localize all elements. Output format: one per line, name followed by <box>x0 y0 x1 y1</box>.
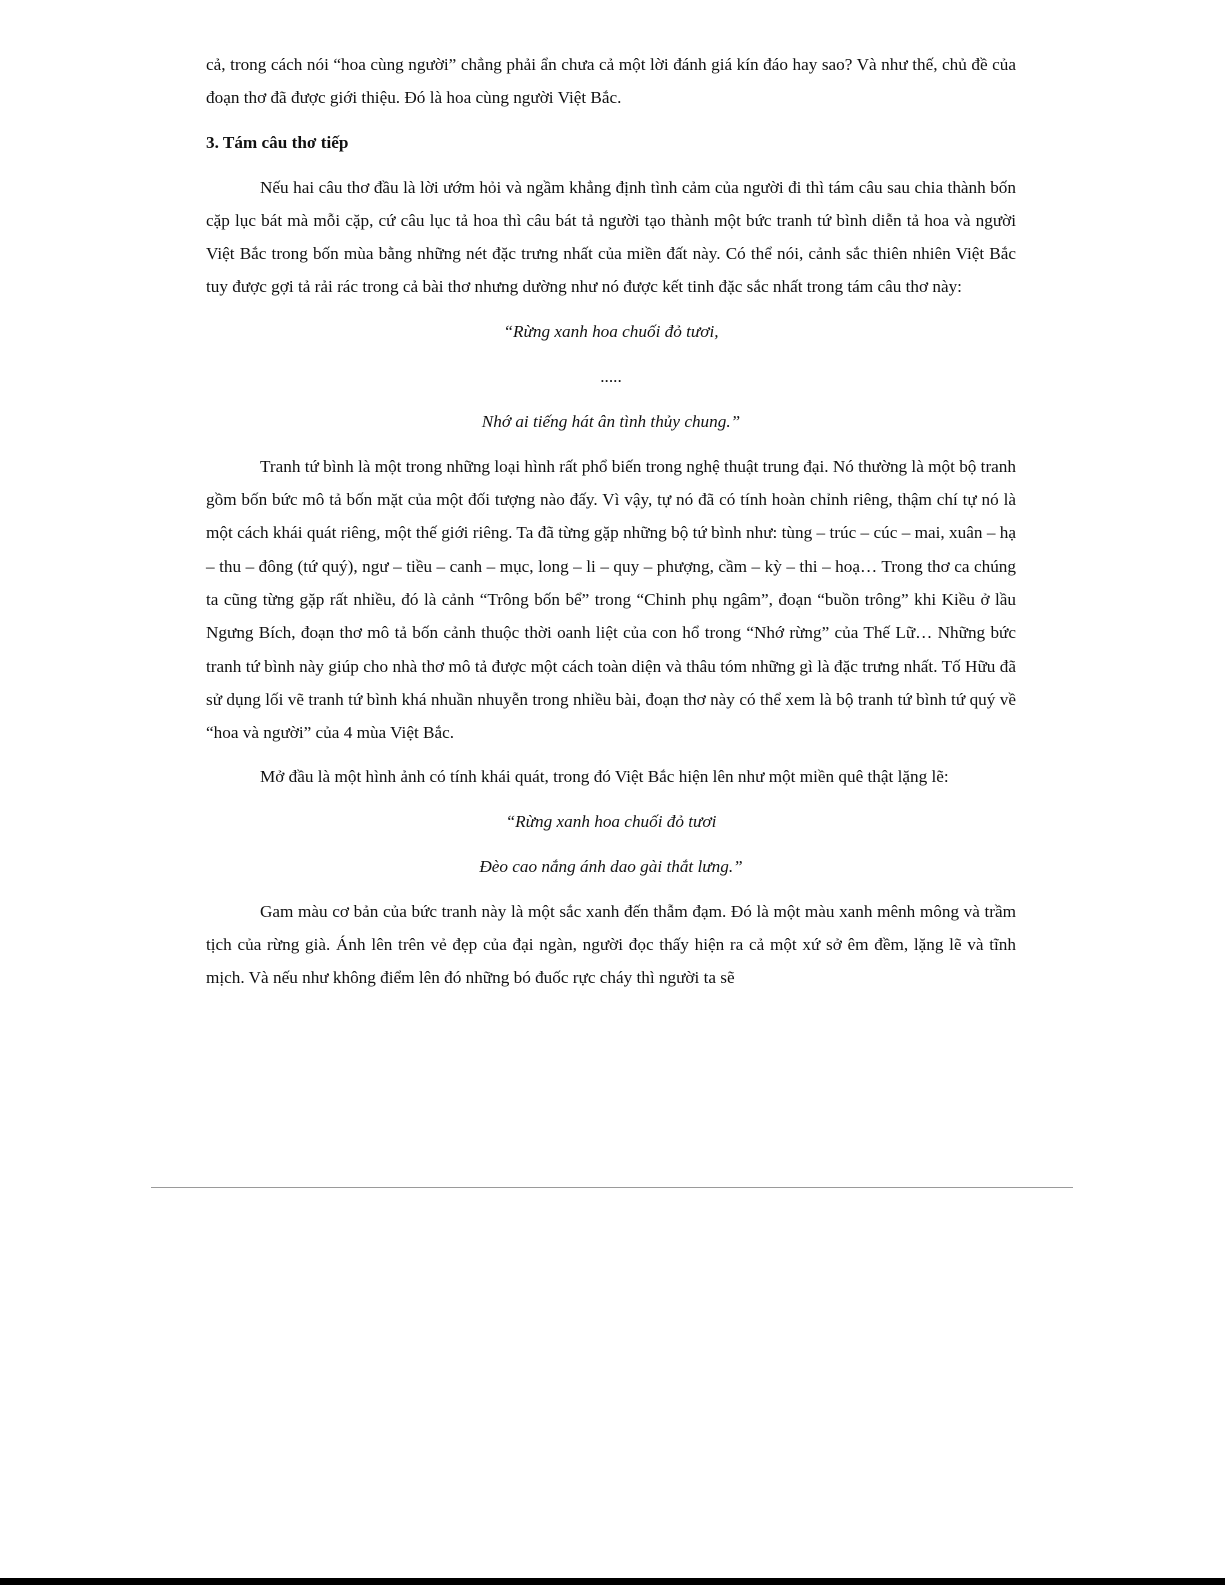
body-paragraph-1: Nếu hai câu thơ đầu là lời ướm hỏi và ngầm khẳng định tình cảm của người đi thì tám câu sau chia thành bốn cặp lục bát mà mỗi cặp, cứ câu lục tả hoa thì câu bát tả người tạo thành một bức tranh tứ bình diễn tả hoa và người Việt Bắc trong bốn mùa bằng những nét đặc trưng nhất của miền đất này. Có thể nói, cảnh sắc thiên nhiên Việt Bắc tuy được gợi tả rải rác trong cả bài thơ nhưng dường như nó được kết tinh đặc sắc nhất trong tám câu thơ này: <box>206 177 1016 297</box>
poem-ellipsis: ..... <box>600 366 622 386</box>
document-page <box>206 48 1016 1006</box>
poem-line: Đèo cao nắng ánh dao gài thắt lưng.” <box>479 856 743 876</box>
page-divider <box>151 1187 1073 1188</box>
page-bottom-edge <box>0 1578 1225 1585</box>
intro-paragraph: cả, trong cách nói “hoa cùng người” chẳng phải ẩn chưa cả một lời đánh giá kín đáo hay sao? Và như thế, chủ đề của đoạn thơ đã được giới thiệu. Đó là hoa cùng người Việt Bắc. <box>206 55 1016 108</box>
poem-line: “Rừng xanh hoa chuối đỏ tươi <box>505 811 717 831</box>
poem-line: Nhớ ai tiếng hát ân tình thủy chung.” <box>481 411 741 431</box>
poem-line: “Rừng xanh hoa chuối đỏ tươi, <box>503 321 719 341</box>
body-paragraph-4: Gam màu cơ bản của bức tranh này là một sắc xanh đến thẫm đạm. Đó là một màu xanh mênh mông và trầm tịch của rừng già. Ánh lên trên vẻ đẹp của đại ngàn, người đọc thấy hiện ra cả một xứ sở êm đềm, lặng lẽ và tĩnh mịch. Và nếu như không điểm lên đó những bó đuốc rực cháy thì người ta sẽ <box>206 901 1016 988</box>
body-paragraph-3: Mở đầu là một hình ảnh có tính khái quát, trong đó Việt Bắc hiện lên như một miền quê thật lặng lẽ: <box>260 767 949 787</box>
body-paragraph-2: Tranh tứ bình là một trong những loại hình rất phổ biến trong nghệ thuật trung đại. Nó thường là một bộ tranh gồm bốn bức mô tả bốn mặt của một đối tượng nào đấy. Vì vậy, tự nó đã có tính hoàn chỉnh riêng, thậm chí tự nó là một cách khái quát riêng, một thế giới riêng. Ta đã từng gặp những bộ tứ bình như: tùng – trúc – cúc – mai, xuân – hạ – thu – đông (tứ quý), ngư – tiều – canh – mục, long – li – quy – phượng, cầm – kỳ – thi – hoạ… Trong thơ ca chúng ta cũng từng gặp rất nhiều, đó là cảnh “Trông bốn bể” trong “Chinh phụ ngâm”, đoạn “buồn trông” khi Kiều ở lầu Ngưng Bích, đoạn thơ mô tả bốn cảnh thuộc thời oanh liệt của con hổ trong “Nhớ rừng” của Thế Lữ… Những bức tranh tứ bình này giúp cho nhà thơ mô tả được một cách toàn diện và thâu tóm những gì là đặc trưng nhất. Tố Hữu đã sử dụng lối vẽ tranh tứ bình khá nhuần nhuyễn trong nhiều bài, đoạn thơ này có thể xem là bộ tranh tứ bình tứ quý về “hoa và người” của 4 mùa Việt Bắc. <box>206 456 1016 743</box>
section-heading: 3. Tám câu thơ tiếp <box>206 132 349 152</box>
